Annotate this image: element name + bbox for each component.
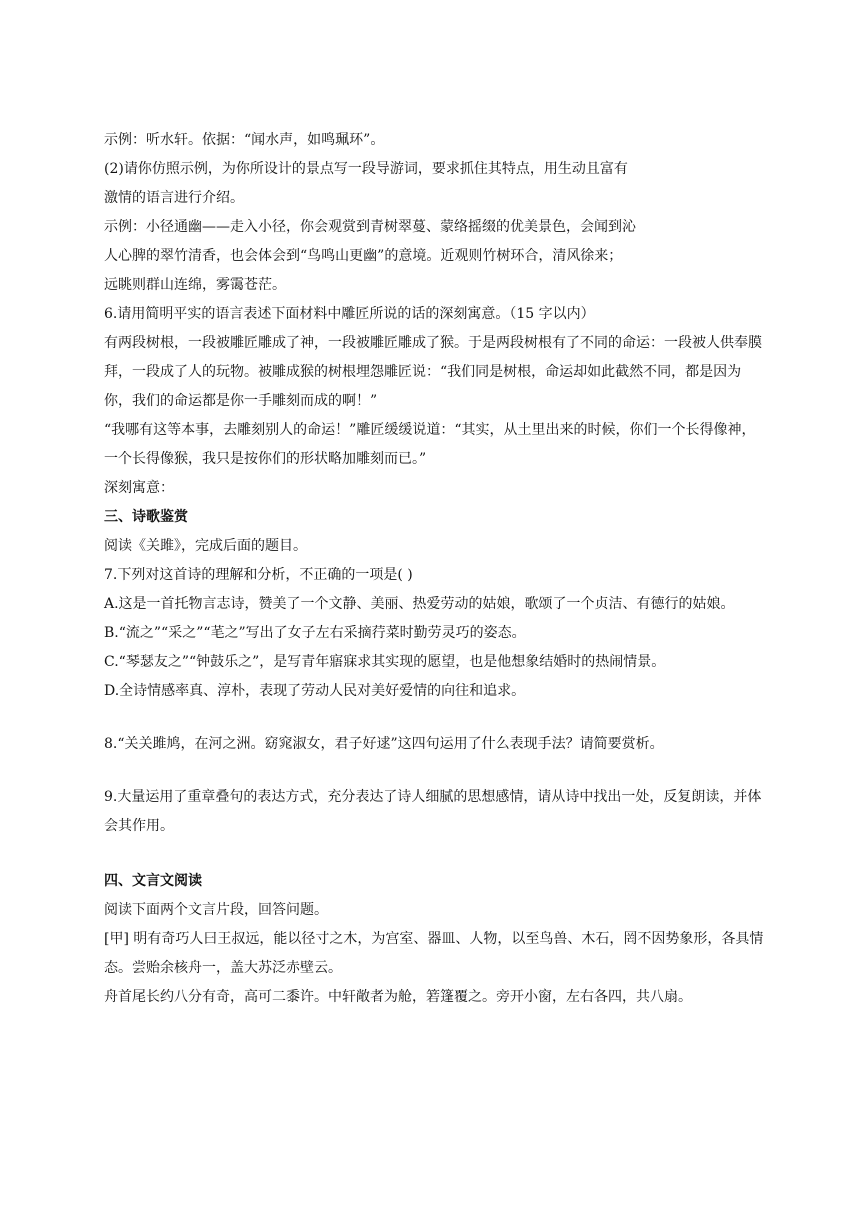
spacer <box>104 841 764 867</box>
classical-passage-jia-continued: 舟首尾长约八分有奇，高可二黍许。中轩敞者为舱，箬篷覆之。旁开小窗，左右各四，共八扇。 <box>104 989 692 1005</box>
question-7-stem: 7.下列对这首诗的理解和分析，不正确的一项是( ) <box>104 567 413 583</box>
question-7-option-c: C.“琴瑟友之”“钟鼓乐之”，是写青年寤寐求其实现的愿望，也是他想象结婚时的热闹情景。 <box>104 654 666 670</box>
question-9: 9.大量运用了重章叠句的表达方式，充分表达了诗人细腻的思想感情，请从诗中找出一处，反复朗读，并体会其作用。 <box>104 789 762 834</box>
section-4-heading: 四、文言文阅读 <box>104 873 202 889</box>
example-text-line: 远眺则群山连绵，雾霭苍茫。 <box>104 277 286 293</box>
question-8: 8.“关关雎鸠，在河之洲。窈窕淑女，君子好逑”这四句运用了什么表现手法？请简要赏析。 <box>104 736 664 752</box>
section-3-heading: 三、诗歌鉴赏 <box>104 509 188 525</box>
section-4-intro: 阅读下面两个文言片段，回答问题。 <box>104 902 328 918</box>
question-7-option-a: A.这是一首托物言志诗，赞美了一个文静、美丽、热爱劳动的姑娘，歌颂了一个贞洁、有德行的姑娘。 <box>104 596 735 612</box>
question-5-2-line: 激情的语言进行介绍。 <box>104 190 244 206</box>
example-text-line: 人心脾的翠竹清香，也会体会到“鸟鸣山更幽”的意境。近观则竹树环合，清风徐来； <box>104 248 623 264</box>
spacer <box>104 759 764 783</box>
document-body <box>104 126 764 1012</box>
example-text-line: 示例：听水轩。依据：“闻水声，如鸣珮环”。 <box>104 132 385 148</box>
section-3-intro: 阅读《关雎》，完成后面的题目。 <box>104 538 307 554</box>
question-7-option-b: B.“流之”“采之”“芼之”写出了女子左右采摘荇菜时勤劳灵巧的姿态。 <box>104 625 526 641</box>
question-6-material-paragraph: “我哪有这等本事，去雕刻别人的命运！”雕匠缓缓说道：“其实，从土里出来的时候，你们一个长得像神，一个长得像猴，我只是按你们的形状略加雕刻而已。” <box>104 422 756 467</box>
example-text-line: 示例：小径通幽——走入小径，你会观赏到青树翠蔓、蒙络摇缀的优美景色，会闻到沁 <box>104 219 636 235</box>
question-6-answer-label: 深刻寓意： <box>104 480 174 496</box>
question-6-stem: 6.请用简明平实的语言表述下面材料中雕匠所说的话的深刻寓意。（15 字以内） <box>104 306 595 322</box>
question-6-material-paragraph: 有两段树根，一段被雕匠雕成了神，一段被雕匠雕成了猴。于是两段树根有了不同的命运：一段被人供奉膜拜，一段成了人的玩物。被雕成猴的树根埋怨雕匠说：“我们同是树根，命运却如此截然不同，都是因为你，我们的命运都是你一手雕刻而成的啊！” <box>104 335 762 409</box>
spacer <box>104 706 764 730</box>
question-7-option-d: D.全诗情感率真、淳朴，表现了劳动人民对美好爱情的向往和追求。 <box>104 683 526 699</box>
classical-passage-jia: [甲] 明有奇巧人曰王叔远，能以径寸之木，为宫室、器皿、人物，以至鸟兽、木石，罔不因势象形，各具情态。尝贻余核舟一，盖大苏泛赤壁云。 <box>104 931 764 976</box>
question-5-2-line: (2)请你仿照示例，为你所设计的景点写一段导游词，要求抓住其特点，用生动且富有 <box>104 161 628 177</box>
